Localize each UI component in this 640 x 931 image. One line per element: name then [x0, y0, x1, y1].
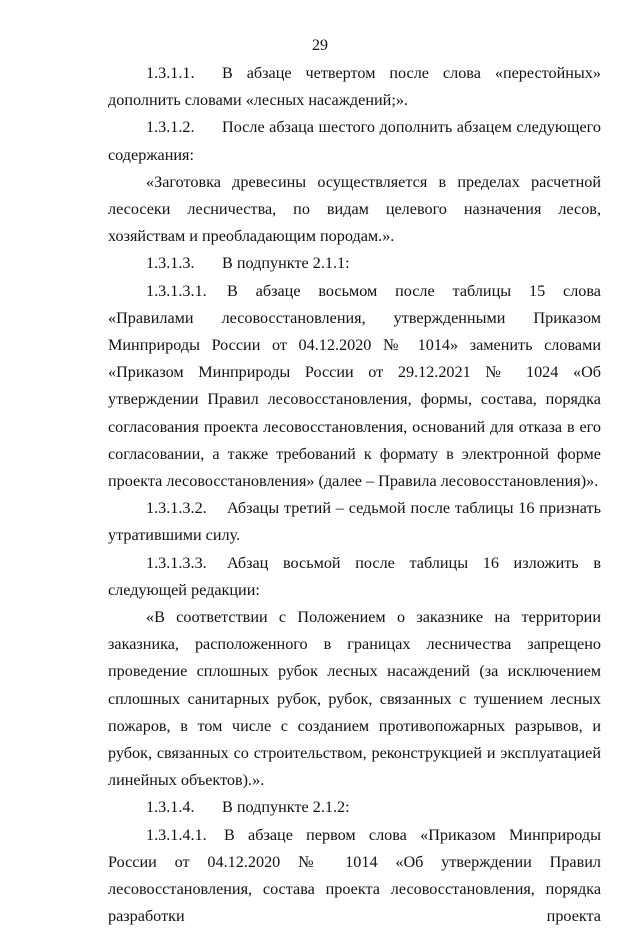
quoted-paragraph-reserve — [108, 604, 601, 794]
clause-number: 1.3.1.2. — [146, 118, 195, 137]
page-number: 29 — [312, 37, 328, 54]
paragraph-text: Абзацы третий – седьмой после таблицы 16 признать утратившими силу. — [108, 499, 601, 545]
clause-number: 1.3.1.1. — [146, 64, 195, 82]
paragraph-1-3-1-4 — [108, 794, 601, 821]
paragraph-text: В подпункте 2.1.2: — [222, 798, 350, 817]
clause-number: 1.3.1.3.1. — [146, 281, 207, 300]
paragraph-text: В подпункте 2.1.1: — [222, 254, 350, 273]
document-body — [108, 60, 601, 931]
clause-number: 1.3.1.3.2. — [146, 499, 207, 518]
paragraph-1-3-1-3-2 — [108, 495, 601, 549]
paragraph-text: В абзаце первом слова «Приказом Минприроды России от 04.12.2020 № 1014 «Об утверждении Правил лесовосстановления, состава проекта лесовосстановления, порядка разработки проекта — [108, 825, 601, 926]
paragraph-text: «Заготовка древесины осуществляется в пределах расчетной лесосеки лесничества, по видам целевого назначения лесов, хозяйствам и преобладающим породам.». — [108, 172, 601, 246]
paragraph-text: В абзаце четвертом после слова «перестойных» дополнить словами «лесных насаждений;». — [108, 64, 601, 110]
paragraph-1-3-1-3-1 — [108, 278, 601, 496]
paragraph-text: После абзаца шестого дополнить абзацем следующего содержания: — [108, 118, 601, 164]
paragraph-text: «В соответствии с Положением о заказнике на территории заказника, расположенного в границах лесничества запрещено проведение сплошных рубок лесных насаждений (за исключением сплошных санитарных рубок, рубок, связанных с тушением лесных пожаров, в том числе с созданием противопожарных разрывов, и рубок, связанных со строительством, реконструкцией и эксплуатацией линейных объектов).». — [108, 608, 601, 790]
paragraph-1-3-1-2 — [108, 114, 601, 168]
paragraph-1-3-1-3-3 — [108, 550, 601, 604]
clause-number: 1.3.1.4.1. — [146, 825, 207, 844]
paragraph-text: В абзаце восьмом после таблицы 15 слова «Правилами лесовосстановления, утвержденными Приказом Минприроды России от 04.12.2020 № 1014» заменить словами «Приказом Минприроды России от 29.12.2021 № 1024 «Об утверждении Правил лесовосстановления, формы, состава, порядка согласования проекта лесовосстановления, оснований для отказа в его согласовании, а также требований к формату в электроннoй форме проекта лесовосстановления» (далее – Правила лесовосстановления)». — [108, 281, 601, 491]
paragraph-1-3-1-3 — [108, 250, 601, 277]
clause-number: 1.3.1.3.3. — [146, 553, 207, 572]
clause-number: 1.3.1.4. — [146, 798, 195, 817]
paragraph-text: Абзац восьмой после таблицы 16 изложить в следующей редакции: — [108, 553, 601, 599]
paragraph-1-3-1-4-1 — [108, 822, 601, 931]
paragraph-1-3-1-1 — [108, 60, 601, 114]
clause-number: 1.3.1.3. — [146, 254, 195, 273]
quoted-paragraph-harvesting — [108, 169, 601, 251]
